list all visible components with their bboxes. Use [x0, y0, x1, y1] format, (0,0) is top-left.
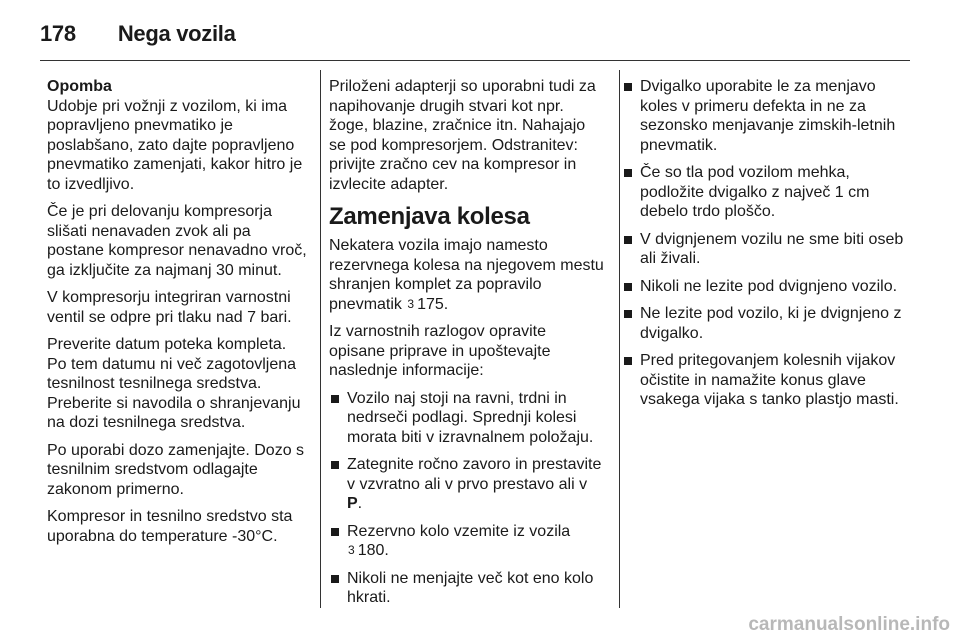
list-item: Pred pritegovanjem kolesnih vijakov očistite in namažite konus glave vsakega vijaka s tanko plastjo masti. [622, 351, 907, 410]
page-reference-icon: 3 [407, 296, 415, 311]
note-text: Udobje pri vožnji z vozilom, ki ima popravljeno pnevmatiko je poslabšano, zato dajte popravljeno pnevmatiko zamenjati, kakor hitro je to izvedljivo. [47, 97, 303, 193]
page-reference[interactable]: 180. [357, 542, 389, 559]
square-bullet-icon [331, 575, 339, 583]
column-divider-2 [619, 70, 620, 608]
square-bullet-icon [624, 236, 632, 244]
paragraph: Preverite datum poteka kompleta. Po tem datumu ni več zagotovljena tesnilnost tesnilnega sredstva. Preberite si navodila o shranjevanju na dozi tesnilnega sredstva. [47, 336, 301, 431]
watermark: carmanualsonline.info [748, 614, 950, 635]
page-reference-icon: 3 [348, 543, 355, 557]
paragraph: Iz varnostnih razlogov opravite opisane priprave in upoštevajte naslednje informacije: [329, 323, 551, 379]
paragraph: Po uporabi dozo zamenjajte. Dozo s tesnilnim sredstvom odlagajte zakonom primerno. [47, 441, 305, 498]
column-1 [47, 77, 309, 554]
paragraph: Priloženi adapterji so uporabni tudi za napihovanje drugih stvari kot npr. žoge, blazine, zračnice itn. Nahajajo se pod kompresorjem. Odstranitev: privijte zračno cev na kompresor in izvlecite adapter. [329, 78, 596, 193]
list-item: Zategnite ročno zavoro in prestavite v vzvratno ali v prvo prestavo ali v P. [329, 455, 604, 514]
gear-p-label: P [347, 495, 358, 512]
header-rule [40, 60, 910, 61]
square-bullet-icon [624, 357, 632, 365]
paragraph: Če je pri delovanju kompresorja slišati nenavaden zvok ali pa postane kompresor nenavadno vroč, ga izključite za najmanj 30 minut. [47, 203, 307, 279]
note-title: Opomba [47, 78, 112, 95]
list-item: Ne lezite pod vozilo, ki je dvignjeno z dvigalko. [622, 304, 907, 343]
paragraph: Kompresor in tesnilno sredstvo sta uporabna do temperature -30°C. [47, 508, 293, 545]
list-item: Rezervno kolo vzemite iz vozila 3 180. [329, 522, 604, 561]
list-item: Če so tla pod vozilom mehka, podložite dvigalko z največ 1 cm debelo trdo ploščo. [622, 163, 907, 222]
square-bullet-icon [331, 461, 339, 469]
column-divider-1 [320, 70, 321, 608]
column-2 [329, 77, 604, 616]
intro-text: Nekatera vozila imajo namesto rezervnega kolesa na njegovem mestu shranjen komplet za popravilo pnevmatik [329, 237, 604, 313]
page-header [40, 14, 236, 54]
bullet-list [622, 77, 907, 410]
paragraph: V kompresorju integriran varnostni ventil se odpre pri tlaku nad 7 bari. [47, 289, 292, 326]
paragraph [329, 236, 604, 314]
list-item: Nikoli ne lezite pod dvignjeno vozilo. [622, 277, 907, 297]
page-reference[interactable]: 175. [417, 295, 449, 313]
list-item: V dvignjenem vozilu ne sme biti oseb ali živali. [622, 230, 907, 269]
list-item: Nikoli ne menjajte več kot eno kolo hkrati. [329, 569, 604, 608]
section-heading: Zamenjava kolesa [329, 203, 530, 230]
square-bullet-icon [624, 83, 632, 91]
square-bullet-icon [331, 528, 339, 536]
list-item: Dvigalko uporabite le za menjavo koles v primeru defekta in ne za sezonsko menjavanje zimskih-letnih pnevmatik. [622, 77, 907, 155]
bullet-list [329, 389, 604, 608]
square-bullet-icon [624, 310, 632, 318]
list-item: Vozilo naj stoji na ravni, trdni in nedrseči podlagi. Sprednji kolesi morata biti v izravnalnem položaju. [329, 389, 604, 448]
square-bullet-icon [624, 169, 632, 177]
page-number: 178 [40, 21, 76, 46]
chapter-title: Nega vozila [117, 21, 236, 46]
note-block [47, 77, 309, 194]
square-bullet-icon [331, 395, 339, 403]
square-bullet-icon [624, 283, 632, 291]
column-3 [622, 77, 907, 418]
